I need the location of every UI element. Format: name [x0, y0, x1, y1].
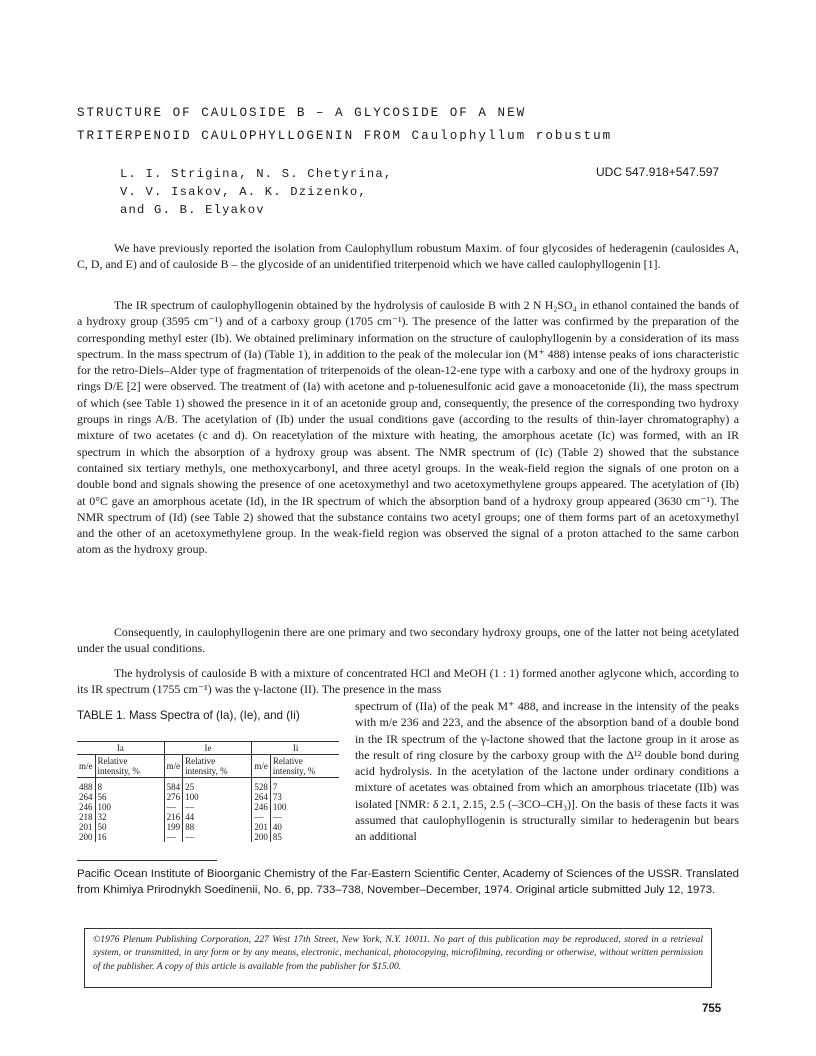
table-cell: 8 56 100 32 50 16: [95, 778, 164, 843]
table-column-header: m/e: [252, 755, 271, 778]
affiliation-footnote: Pacific Ocean Institute of Bioorganic Chemistry of the Far-Eastern Scientific Center, Academy of Sciences of the USSR. Translated from Khimiya Prirodnykh Soedinenii, No. 6, pp. 733–738, November–December, 1974. Original article submitted July 12, 1973.: [77, 868, 739, 896]
udc-code: UDC 547.918+547.597: [596, 165, 720, 179]
paragraph-ir-spectrum: [77, 297, 739, 558]
table-1-caption: TABLE 1. Mass Spectra of (Ia), (Ie), and (Ii): [77, 709, 300, 722]
article-title-line-1: STRUCTURE OF CAULOSIDE B – A GLYCOSIDE OF A NEW: [77, 106, 527, 120]
table-cell: 584 276 — 216 199 —: [164, 778, 183, 843]
copyright-notice: ©1976 Plenum Publishing Corporation, 227 West 17th Street, New York, N.Y. 10011. No part of this publication may be reproduced, stored in a retrieval system, or transmitted, in any form or by any means, electronic, mechanical, photocopying, microfilming, recording or otherwise, without written permission of the publisher. A copy of this article is available from the publisher for $15.00.: [84, 928, 712, 988]
table-1-mass-spectra: [77, 741, 339, 842]
table-group-header: Ia: [77, 742, 164, 755]
table-column-header: m/e: [77, 755, 95, 778]
table-group-header: Ii: [252, 742, 339, 755]
paragraph-text: Consequently, in caulophyllogenin there are one primary and two secondary hydroxy groups, one of the latter not being acetylated under the usual conditions.: [77, 625, 739, 656]
author-list: L. I. Strigina, N. S. Chetyrina, V. V. Isakov, A. K. Dzizenko, and G. B. Elyakov: [120, 167, 393, 217]
paragraph-text: We have previously reported the isolation from Caulophyllum robustum Maxim. of four glycosides of hederagenin (caulosides A, C, D, and E) and of cauloside B – the glycoside of an unidentified triterpenoid which we have called caulophyllogenin [1].: [77, 241, 739, 272]
table-row: [77, 778, 339, 843]
paragraph-text: The IR spectrum of caulophyllogenin obtained by the hydrolysis of cauloside B with 2 N H₂SO₄ in ethanol contained the bands of a hydroxy group (3595 cm⁻¹) and of a carboxy group (1705 cm⁻¹). The presence of the latter was confirmed by the preparation of the corresponding methyl ester (Ib). We obtained preliminary information on the structure of caulophyllogenin by a consideration of its mass spectrum. In the mass spectrum of (Ia) (Table 1), in addition to the peak of the molecular ion (M⁺ 488) intense peaks of ions characteristic for the retro-Diels–Alder type of fragmentation of triterpenoids of the olean-12-ene type with a carboxy and one of the hydroxy groups in rings D/E [2] were observed. The treatment of (Ia) with acetone and p-toluenesulfonic acid gave a monoacetonide (Ii), the mass spectrum of which (see Table 1) showed the presence in it of an acetonide group and, consequently, the presence of the corresponding two hydroxy groups in rings A/B. The acetylation of (Ib) under the usual conditions gave (according to the results of thin-layer chromatography) a mixture of two acetates (c and d). On reacetylation of the mixture with heating, the amorphous acetate (Ic) was formed, with an IR spectrum in which the absorption of a hydroxy group was absent. The NMR spectrum of (Ic) (Table 2) showed that the substance contained six tertiary methyls, one methoxycarbonyl, and three acetyl groups. In the weak-field region the signals of one proton on a double bond and signals showing the presence of one acetoxymethyl and two acetoxymethylene groups appeared. The acetylation of (Ib) at 0°C gave an amorphous acetate (Id), in the IR spectrum of which the absorption band of a hydroxy group appeared (3630 cm⁻¹). The NMR spectrum of (Id) (see Table 2) showed that the substance contains two acetyl groups; one of them forms part of an acetoxymethyl and the other of an acetoxymethylene group. In the weak-field region was observed the signal of a proton attached to the same carbon atom as the hydroxy group.: [77, 298, 739, 557]
paragraph-text: The hydrolysis of cauloside B with a mixture of concentrated HCl and MeOH (1 : 1) formed another aglycone which, according to its IR spectrum (1755 cm⁻¹) was the γ-lactone (II). The presence in the mass: [77, 666, 739, 697]
article-title-line-2: TRITERPENOID CAULOPHYLLOGENIN FROM Caulophyllum robustum: [77, 129, 613, 143]
paragraph-hydrolysis: [77, 665, 739, 698]
paragraph-intro: [77, 240, 739, 273]
table-cell: 488 264 246 218 201 200: [79, 782, 93, 842]
table-cell: 7 73 100 — 40 85: [270, 778, 339, 843]
footnote-divider: [77, 860, 217, 861]
paragraph-lactone: spectrum of (IIa) of the peak M⁺ 488, and increase in the intensity of the peaks with m/e 236 and 223, and the absence of the absorption band of a double bond in the IR spectrum of the γ-lactone showed that the lactone group in it arose as the result of ring closure by the carboxy group with the Δ¹² double bond during acid hydrolysis. In the acetylation of the lactone under ordinary conditions a mixture of acetates was obtained from which an amorphous triacetate (IIb) was isolated [NMR: δ 2.1, 2.15, 2.5 (–3CO–CH₃)]. On the basis of these facts it was assumed that caulophyllogenin is structurally similar to hederagenin but bears an additional: [355, 699, 739, 844]
table-cell: 528 264 246 — 201 200: [252, 778, 271, 843]
table-column-header: Relative intensity, %: [270, 755, 339, 778]
table-group-header: Ie: [164, 742, 252, 755]
table-column-header: m/e: [164, 755, 183, 778]
paragraph-conclusion: [77, 624, 739, 657]
page-number: 755: [702, 1003, 722, 1015]
table-column-header: Relative intensity, %: [95, 755, 164, 778]
table-cell: 25 100 — 44 88 —: [183, 778, 252, 843]
table-column-header: Relative intensity, %: [183, 755, 252, 778]
